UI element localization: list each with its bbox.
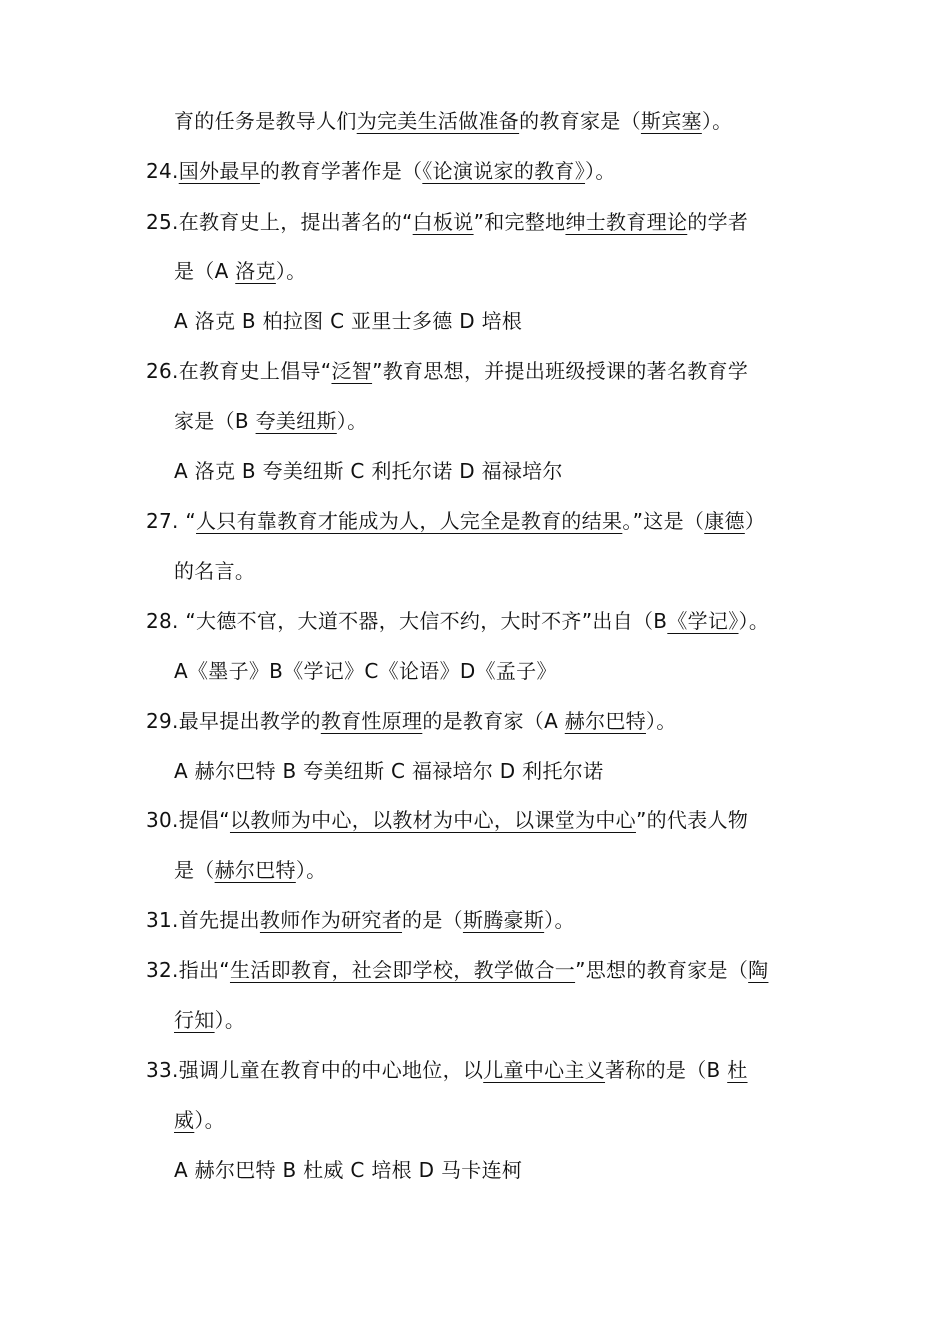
- underlined-answer: 夸美纽斯: [255, 409, 337, 433]
- underlined-answer: 生活即教育，社会即学校，教学做合一: [229, 958, 576, 982]
- text-segment: 30.提倡“: [146, 808, 230, 832]
- underlined-answer: 康德: [704, 509, 745, 533]
- underlined-answer: 威: [174, 1108, 195, 1132]
- text-segment: ）。: [214, 1008, 246, 1032]
- underlined-answer: 泛智: [331, 359, 373, 383]
- text-segment: ）。: [738, 609, 770, 633]
- underlined-answer: 教育性原理: [320, 709, 423, 733]
- text-segment: ）。: [585, 159, 616, 183]
- text-line-13: [174, 757, 603, 785]
- underlined-answer: 斯宾塞: [640, 109, 702, 133]
- text-line-11: [174, 657, 557, 685]
- text-line-3: [174, 257, 306, 285]
- underlined-answer: 行知: [174, 1008, 215, 1032]
- text-segment: A《墨子》B《学记》C《论语》D《孟子》: [174, 659, 557, 683]
- text-line-17: [146, 956, 768, 984]
- underlined-answer: 绅士教育理论: [565, 210, 688, 234]
- text-line-14: [146, 806, 748, 834]
- text-line-15: [174, 856, 326, 884]
- text-segment: A 赫尔巴特 B 杜威 C 培根 D 马卡连柯: [174, 1158, 523, 1182]
- text-line-6: [174, 407, 367, 435]
- text-segment: 29.最早提出教学的: [146, 709, 321, 733]
- text-segment: 家是（B: [174, 409, 256, 433]
- underlined-answer: 洛克: [235, 259, 276, 283]
- text-segment: ”思想的教育家是（: [575, 958, 749, 982]
- text-line-2: [146, 208, 748, 236]
- text-line-21: [174, 1156, 522, 1184]
- text-segment: 25.在教育史上，提出著名的“: [146, 210, 413, 234]
- text-segment: 24.: [146, 159, 179, 183]
- text-segment: 著称的是（B: [605, 1058, 728, 1082]
- text-line-4: [174, 307, 522, 335]
- text-segment: ）。: [701, 109, 733, 133]
- text-segment: ”和完整地: [473, 210, 566, 234]
- underlined-answer: 斯腾豪斯: [462, 908, 545, 932]
- underlined-answer: 以教师为中心，以教材为中心，以课堂为中心: [229, 808, 636, 832]
- text-line-20: [174, 1106, 225, 1134]
- text-segment: 是（: [174, 858, 215, 882]
- underlined-answer: 杜: [727, 1058, 748, 1082]
- text-line-7: [174, 457, 563, 485]
- underlined-answer: 《学记》: [667, 609, 739, 633]
- text-segment: 的教育家是（: [519, 109, 641, 133]
- underlined-answer: 白板说: [412, 210, 474, 234]
- underlined-answer: 为完美生活做准备: [356, 109, 520, 133]
- text-segment: 33.强调儿童在教育中的中心地位，以: [146, 1058, 484, 1082]
- text-segment: 28. “大德不官，大道不器，大信不约，大时不齐”出自（B: [146, 609, 668, 633]
- text-segment: A 洛克 B 柏拉图 C 亚里士多德 D 培根: [174, 309, 523, 333]
- text-segment: A 洛克 B 夸美纽斯 C 利托尔诺 D 福禄培尔: [174, 459, 563, 483]
- text-segment: 的学者: [687, 210, 749, 234]
- text-line-1: [146, 157, 616, 185]
- text-segment: ）。: [544, 908, 575, 932]
- text-line-5: [146, 357, 748, 385]
- underlined-answer: 人只有靠教育才能成为人，人完全是教育的结果: [196, 509, 623, 533]
- text-segment: ）。: [194, 1108, 225, 1132]
- text-segment: ）。: [295, 858, 327, 882]
- text-line-19: [146, 1056, 748, 1084]
- text-line-10: [146, 607, 769, 635]
- underlined-answer: 赫尔巴特: [214, 858, 296, 882]
- text-line-8: [146, 507, 765, 535]
- underlined-answer: 陶: [748, 958, 769, 982]
- underlined-answer: 赫尔巴特: [564, 709, 646, 733]
- text-line-16: [146, 906, 575, 934]
- text-line-12: [146, 707, 677, 735]
- text-segment: 32.指出“: [146, 958, 230, 982]
- text-segment: ）: [744, 509, 766, 533]
- text-line-9: [174, 557, 255, 585]
- underlined-answer: 《论演说家的教育》: [422, 159, 586, 183]
- text-segment: ）。: [336, 409, 368, 433]
- text-segment: 的是（: [402, 908, 463, 932]
- text-segment: 是（A: [174, 259, 236, 283]
- text-segment: 的教育学著作是（: [259, 159, 423, 183]
- text-segment: ）。: [275, 259, 307, 283]
- text-segment: 的是教育家（A: [422, 709, 565, 733]
- text-segment: 31.首先提出: [146, 908, 260, 932]
- text-segment: 育的任务是教导人们: [174, 109, 357, 133]
- underlined-answer: 教师作为研究者: [259, 908, 403, 932]
- text-segment: ”的代表人物: [635, 808, 749, 832]
- text-line-18: [174, 1006, 245, 1034]
- text-segment: ）。: [645, 709, 677, 733]
- text-segment: 27. “: [146, 509, 197, 533]
- text-segment: 26.在教育史上倡导“: [146, 359, 332, 383]
- text-segment: A 赫尔巴特 B 夸美纽斯 C 福禄培尔 D 利托尔诺: [174, 759, 604, 783]
- underlined-answer: 儿童中心主义: [483, 1058, 606, 1082]
- text-segment: ”教育思想，并提出班级授课的著名教育学: [372, 359, 749, 383]
- text-segment: 的名言。: [174, 559, 256, 583]
- underlined-answer: 国外最早: [178, 159, 260, 183]
- text-segment: 。”这是（: [622, 509, 705, 533]
- text-line-0: [174, 107, 732, 135]
